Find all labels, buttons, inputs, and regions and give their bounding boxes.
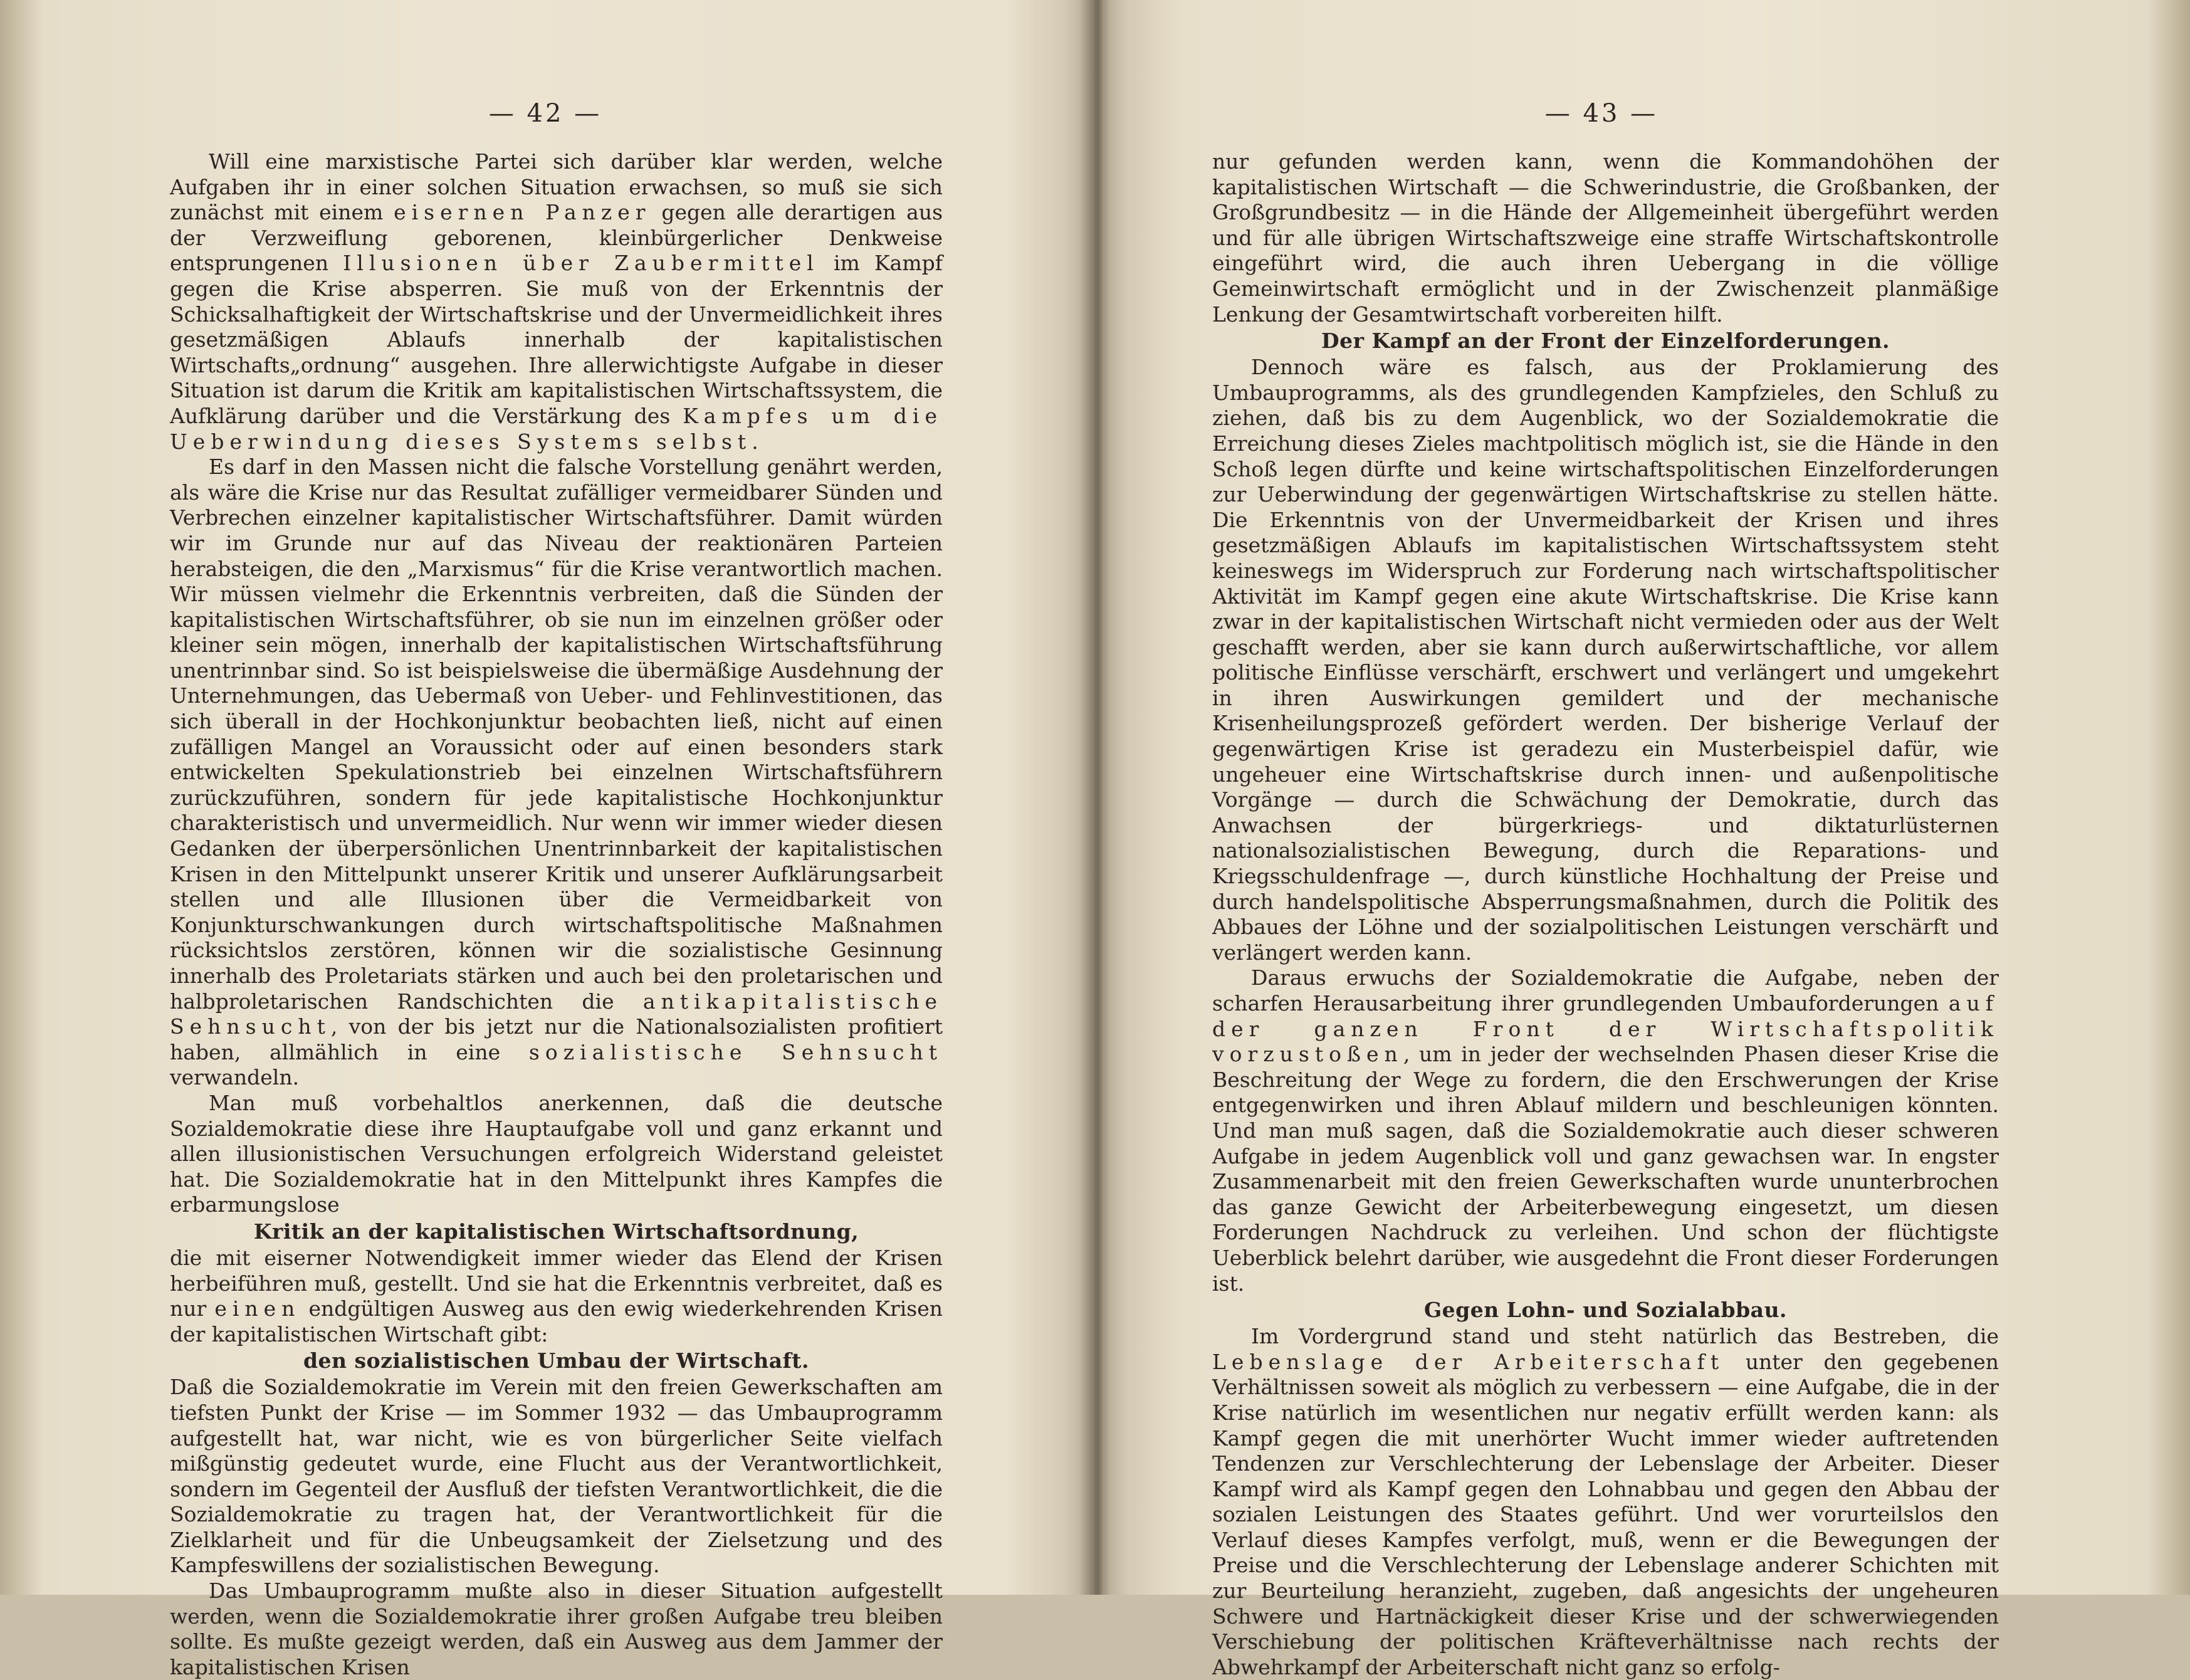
paragraph [1212, 965, 1999, 1296]
spaced-emphasis: sozialistische Sehnsucht [528, 1039, 943, 1064]
paragraph: Dennoch wäre es falsch, aus der Proklamierung des Umbauprogramms, als des grundlegenden Kampfzieles, den Schluß zu ziehen, daß bis zu dem Augenblick, wo der Sozialdemokratie die Erreichung dieses Zieles machtpolitisch möglich ist, sie die Hände in den Schoß legen dürfte und keine wirtschaftspolitischen Einzelforderungen zur Ueberwindung der gegenwärtigen Wirtschaftskrise zu stellen hätte. Die Erkenntnis von der Unvermeidbarkeit der Krisen und ihres gesetzmäßigen Ablaufs im kapitalistischen Wirtschaftssystem steht keineswegs im Widerspruch zur Forderung nach wirtschaftspolitischer Aktivität im Kampf gegen eine akute Wirtschaftskrise. Die Krise kann zwar in der kapitalistischen Wirtschaft nicht vermieden oder aus der Welt geschafft werden, aber sie kann durch außerwirtschaftliche, vor allem politische Einflüsse verschärft, erschwert und verlängert und umgekehrt in ihren Auswirkungen gemildert und der mechanische Krisenheilungsprozeß gefördert werden. Der bisherige Verlauf der gegenwärtigen Krise ist geradezu ein Musterbeispiel dafür, wie ungeheuer eine Wirtschaftskrise durch innen- und außenpolitische Vorgänge — durch die Schwächung der Demokratie, durch das Anwachsen der bürgerkriegs- und diktaturlüsternen nationalsozialistischen Bewegung, durch die Reparations- und Kriegsschuldenfrage —, durch künstliche Hochhaltung der Preise und durch handelspolitische Absperrungsmaßnahmen, durch die Politik des Abbaues der Löhne und der sozialpolitischen Leistungen verschärft und verlängert werden kann. [1212, 355, 1999, 965]
page-number-43: — 43 — [1544, 99, 1658, 128]
paragraph [1212, 1324, 1999, 1680]
text-run: Will eine marxistische Partei sich darüber klar werden, welche Aufgaben ihr in einer solchen Situation erwachsen, so muß sie sich zunächst mit einem [170, 149, 943, 225]
paragraph: Daß die Sozialdemokratie im Verein mit den freien Gewerkschaften am tiefsten Punkt der Krise — im Sommer 1932 — das Umbauprogramm aufgestellt hat, war nicht, wie es von bürgerlicher Seite vielfach mißgünstig gedeutet wurde, eine Flucht aus der Verantwortlichkeit, sondern im Gegenteil der Ausfluß der tiefsten Verantwortlichkeit, die die Sozialdemokratie zu tragen hat, der Verantwortlichkeit für die Zielklarheit und für die Unbeugsamkeit der Zielsetzung und des Kampfeswillens der sozialistischen Bewegung. [170, 1375, 943, 1578]
paragraph: Das Umbauprogramm mußte also in dieser Situation aufgestellt werden, wenn die Sozialdemokratie ihrer großen Aufgabe treu bleiben sollte. Es mußte gezeigt werden, daß ein Ausweg aus dem Jammer der kapitalistischen Krisen [170, 1578, 943, 1679]
text-run: im Kampf gegen die Krise absperren. Sie muß von der Erkenntnis der Schicksalhaftigkeit der Wirtschaftskrise und der Unvermeidlichkeit ihres gesetzmäßigen Ablaufs innerhalb der kapitalistischen Wirtschafts„ordnung“ ausgehen. Ihre allerwichtigste Aufgabe in dieser Situation ist darum die Kritik am kapitalistischen Wirtschaftssystem, die Aufklärung darüber und die Verstärkung des [170, 251, 943, 428]
text-run: Es darf in den Massen nicht die falsche Vorstellung genährt werden, als wäre die Krise nur das Resultat zufälliger vermeidbarer Sünden und Verbrechen einzelner kapitalistischer Wirtschaftsführer. Damit würden wir im Grunde nur auf das Niveau der reaktionären Parteien herabsteigen, die den „Marxismus“ für die Krise verantwortlich machen. Wir müssen vielmehr die Erkenntnis verbreiten, daß die Sünden der kapitalistischen Wirtschaftsführer, ob sie nun im einzelnen größer oder kleiner sein mögen, innerhalb der kapitalistischen Wirtschaftsführung unentrinnbar sind. So ist beispielsweise die übermäßige Ausdehnung der Unternehmungen, das Uebermaß von Ueber- und Fehlinvestitionen, das sich überall in der Hochkonjunktur beobachten ließ, nicht auf einen zufälligen Mangel an Voraussicht oder auf einen besonders stark entwickelten Spekulationstrieb bei einzelnen Wirtschaftsführern zurückzuführen, sondern für jede kapitalistische Hochkonjunktur charakteristisch und unvermeidlich. Nur wenn wir immer wieder diesen Gedanken der überpersönlichen Unentrinnbarkeit der kapitalistischen Krisen in den Mittelpunkt unserer Kritik und unserer Aufklärungsarbeit stellen und alle Illusionen über die Vermeidbarkeit von Konjunkturschwankungen durch wirtschaftspolitische Maßnahmen rücksichtslos zerstören, können wir die sozialistische Gesinnung innerhalb des Proletariats stärken und auch bei den proletarischen und halbproletarischen Randschichten die [170, 454, 943, 1014]
left-page [0, 0, 1083, 1679]
section-heading: Der Kampf an der Front der Einzelforderungen. [1321, 328, 1890, 354]
right-page [1107, 0, 2190, 1679]
section-heading: den sozialistischen Umbau der Wirtschaft. [303, 1348, 810, 1373]
text-run: gegen alle derartigen aus der Verzweiflung geborenen, kleinbürgerlicher Denkweise entsprungenen [170, 200, 943, 276]
spaced-emphasis: einen [214, 1296, 301, 1321]
text-run: , von der bis jetzt nur die Nationalsozialisten profitiert haben, allmählich in eine [170, 1014, 943, 1064]
page-number-42: — 42 — [488, 99, 602, 128]
spaced-emphasis: eisernen Panzer [394, 200, 651, 225]
text-run: endgültigen Ausweg aus den ewig wiederkehrenden Krisen der kapitalistischen Wirtschaft gibt: [170, 1296, 943, 1347]
spaced-emphasis: auf der ganzen Front der Wirtschaftspolitik vorzustoßen [1212, 991, 1999, 1067]
text-run: verwandeln. [170, 1065, 300, 1090]
paragraph: Man muß vorbehaltlos anerkennen, daß die deutsche Sozialdemokratie diese ihre Hauptaufgabe voll und ganz erkannt und allen illusionistischen Versuchungen erfolgreich Widerstand geleistet hat. Die Sozialdemokratie hat in den Mittelpunkt ihres Kampfes die erbarmungslose [170, 1090, 943, 1217]
text-run: die mit eiserner Notwendigkeit immer wieder das Elend der Krisen herbeiführen muß, gestellt. Und sie hat die Erkenntnis verbreitet, daß es nur [170, 1245, 943, 1321]
text-run: , um in jeder der wechselnden Phasen dieser Krise die Beschreitung der Wege zu fordern, die den Erschwerungen der Krise entgegenwirken und ihren Ablauf mildern und beschleunigen könnten. Und man muß sagen, daß die Sozialdemokratie auch dieser schweren Aufgabe in jedem Augenblick voll und ganz gewachsen war. In engster Zusammenarbeit mit den freien Gewerkschaften wurde ununterbrochen das ganze Gewicht der Arbeiterbewegung eingesetzt, um diesen Forderungen Nachdruck zu verleihen. Und schon der flüchtigste Ueberblick belehrt darüber, wie ausgedehnt die Front dieser Forderungen ist. [1212, 1042, 1999, 1296]
spaced-emphasis: antikapitalistische Sehnsucht [170, 989, 943, 1039]
spaced-emphasis: Lebenslage der Arbeiterschaft [1212, 1349, 1725, 1374]
left-page-text [170, 149, 943, 1680]
text-run: unter den gegebenen Verhältnissen soweit als möglich zu verbessern — eine Aufgabe, die in der Krise natürlich im wesentlichen nur negativ erfüllt werden kann: als Kampf gegen die mit unerhörter Wucht immer wieder auftretenden Tendenzen zur Verschlechterung der Lebenslage der Arbeiter. Dieser Kampf wird als Kampf gegen den Lohnabbau und gegen den Abbau der sozialen Leistungen des Staates geführt. Und wer vorurteilslos den Verlauf dieses Kampfes verfolgt, muß, wenn er die Bewegungen der Preise und die Verschlechterung der Lebenslage anderer Schichten mit zur Beurteilung heranzieht, zugeben, daß angesichts der ungeheuren Schwere und Hartnäckigkeit dieser Krise und der schwerwiegenden Verschiebung der politischen Kräfteverhältnisse nach rechts der Abwehrkampf der Arbeiterschaft nicht ganz so erfolg- [1212, 1349, 1999, 1679]
paragraph [170, 149, 943, 454]
text-run: Daraus erwuchs der Sozialdemokratie die Aufgabe, neben der scharfen Herausarbeitung ihrer grundlegenden Umbauforderungen [1212, 965, 1999, 1016]
section-heading: Kritik an der kapitalistischen Wirtschaftsordnung, [253, 1219, 859, 1244]
text-run: Im Vordergrund stand und steht natürlich das Bestreben, die [1251, 1324, 1999, 1349]
right-page-text [1212, 149, 1999, 1680]
spaced-emphasis: Kampfes um die Ueberwindung dieses Systems selbst. [170, 403, 943, 454]
section-heading: Gegen Lohn- und Sozialabbau. [1423, 1298, 1788, 1323]
paragraph: nur gefunden werden kann, wenn die Kommandohöhen der kapitalistischen Wirtschaft — die Schwerindustrie, die Großbanken, der Großgrundbesitz — in die Hände der Allgemeinheit übergeführt werden und für alle übrigen Wirtschaftszweige eine straffe Wirtschaftskontrolle eingeführt wird, die auch ihren Uebergang in die völlige Gemeinwirtschaft ermöglicht und in der Zwischenzeit planmäßige Lenkung der Gesamtwirtschaft vorbereiten hilft. [1212, 149, 1999, 327]
spaced-emphasis: Illusionen über Zaubermittel [343, 251, 819, 276]
paragraph [170, 1246, 943, 1347]
paragraph [170, 454, 943, 1091]
